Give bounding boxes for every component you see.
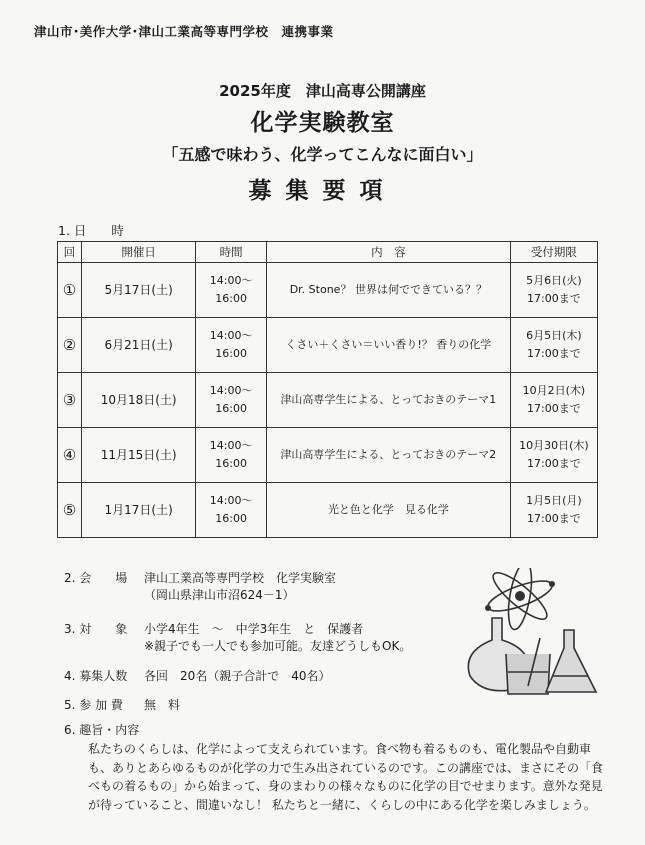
fee-label: 5. 参 加 費 bbox=[64, 698, 123, 712]
row-date: 10月18日(土) bbox=[81, 373, 196, 428]
target-section bbox=[64, 621, 411, 655]
header-time: 時間 bbox=[196, 242, 266, 263]
venue-value: 津山工業高等専門学校 化学実験室 bbox=[144, 571, 337, 585]
capacity-label: 4. 募集人数 bbox=[64, 669, 128, 683]
time-end: 16:00 bbox=[215, 512, 247, 525]
row-time bbox=[196, 428, 266, 483]
header-deadline: 受付期限 bbox=[510, 242, 597, 263]
time-end: 16:00 bbox=[215, 457, 247, 470]
time-end: 16:00 bbox=[215, 347, 247, 360]
row-num: ⑤ bbox=[58, 483, 82, 538]
fee-value: 無 料 bbox=[144, 698, 181, 712]
deadline-time: 17:00まで bbox=[527, 512, 581, 525]
row-num: ① bbox=[58, 263, 82, 318]
deadline-time: 17:00まで bbox=[527, 402, 581, 415]
header-num: 回 bbox=[58, 242, 82, 263]
document-title: 募集要項 bbox=[248, 178, 397, 204]
deadline-date: 1月5日(月) bbox=[526, 494, 582, 507]
fee-section bbox=[64, 697, 180, 714]
row-content: 津山高専学生による、とっておきのテーマ1 bbox=[266, 373, 510, 428]
target-value: 小学4年生 ～ 中学3年生 と 保護者 bbox=[144, 622, 364, 636]
deadline-time: 17:00まで bbox=[527, 292, 581, 305]
table-row bbox=[58, 483, 598, 538]
deadline-time: 17:00まで bbox=[527, 347, 581, 360]
venue-label: 2. 会 場 bbox=[64, 571, 128, 585]
row-deadline bbox=[510, 318, 597, 373]
row-deadline bbox=[510, 428, 597, 483]
target-note: ※親子でも一人でも参加可能。友達どうしもOK。 bbox=[144, 639, 412, 653]
header-org: 津山市･美作大学･津山工業高等専門学校 連携事業 bbox=[34, 24, 334, 39]
deadline-time: 17:00まで bbox=[527, 457, 581, 470]
row-time bbox=[196, 483, 266, 538]
row-date: 11月15日(土) bbox=[81, 428, 196, 483]
table-row bbox=[58, 318, 598, 373]
row-num: ② bbox=[58, 318, 82, 373]
page-title: 化学実験教室 bbox=[250, 110, 395, 136]
time-start: 14:00～ bbox=[209, 274, 253, 287]
time-start: 14:00～ bbox=[209, 439, 253, 452]
venue-address: （岡山県津山市沼624－1） bbox=[144, 588, 295, 602]
table-row bbox=[58, 373, 598, 428]
capacity-value: 各回 20名（親子合計で 40名） bbox=[144, 669, 331, 683]
subtitle: 「五感で味わう、化学ってこんなに面白い」 bbox=[162, 145, 483, 164]
row-deadline bbox=[510, 483, 597, 538]
section-schedule-heading: 1. 日 時 bbox=[58, 223, 124, 238]
row-content: くさい＋くさい＝いい香り!？ 香りの化学 bbox=[266, 318, 510, 373]
row-date: 1月17日(土) bbox=[81, 483, 196, 538]
schedule-table bbox=[57, 241, 598, 538]
table-row bbox=[58, 428, 598, 483]
table-row bbox=[58, 263, 598, 318]
row-deadline bbox=[510, 373, 597, 428]
row-content: 光と色と化学 見る化学 bbox=[266, 483, 510, 538]
row-date: 5月17日(土) bbox=[81, 263, 196, 318]
target-label: 3. 対 象 bbox=[64, 622, 128, 636]
time-start: 14:00～ bbox=[209, 329, 253, 342]
time-end: 16:00 bbox=[215, 292, 247, 305]
row-time bbox=[196, 318, 266, 373]
deadline-date: 6月5日(木) bbox=[526, 329, 582, 342]
row-time bbox=[196, 373, 266, 428]
deadline-date: 5月6日(火) bbox=[526, 274, 582, 287]
header-date: 開催日 bbox=[81, 242, 196, 263]
header-content: 内 容 bbox=[266, 242, 510, 263]
row-date: 6月21日(土) bbox=[81, 318, 196, 373]
row-num: ④ bbox=[58, 428, 82, 483]
capacity-section bbox=[64, 668, 331, 685]
row-deadline bbox=[510, 263, 597, 318]
row-content: 津山高専学生による、とっておきのテーマ2 bbox=[266, 428, 510, 483]
purpose-label: 6. 趣旨・内容 bbox=[64, 723, 140, 737]
time-start: 14:00～ bbox=[209, 384, 253, 397]
deadline-date: 10月30日(木) bbox=[519, 439, 589, 452]
row-time bbox=[196, 263, 266, 318]
row-num: ③ bbox=[58, 373, 82, 428]
chemistry-illustration-icon bbox=[448, 568, 608, 698]
table-header-row bbox=[58, 242, 598, 263]
purpose-text: 私たちのくらしは、化学によって支えられています。食べ物も着るものも、電化製品や自動車も、ありとあらゆるものが化学の力で生み出されているのです。この講座では、まさにその「食べもの着るもの」から始まって、身のまわりの様々なものに化学の目でせまります。意外な発見が待っていること、間違いなし！ 私たちと一緒に、くらしの中にある化学を楽しみましょう。 bbox=[88, 742, 604, 812]
row-content: Dr. Stone？ 世界は何でできている？？ bbox=[266, 263, 510, 318]
time-start: 14:00～ bbox=[209, 494, 253, 507]
venue-section bbox=[64, 570, 336, 604]
time-end: 16:00 bbox=[215, 402, 247, 415]
deadline-date: 10月2日(木) bbox=[522, 384, 586, 397]
title-year: 2025年度 津山高専公開講座 bbox=[219, 82, 426, 100]
